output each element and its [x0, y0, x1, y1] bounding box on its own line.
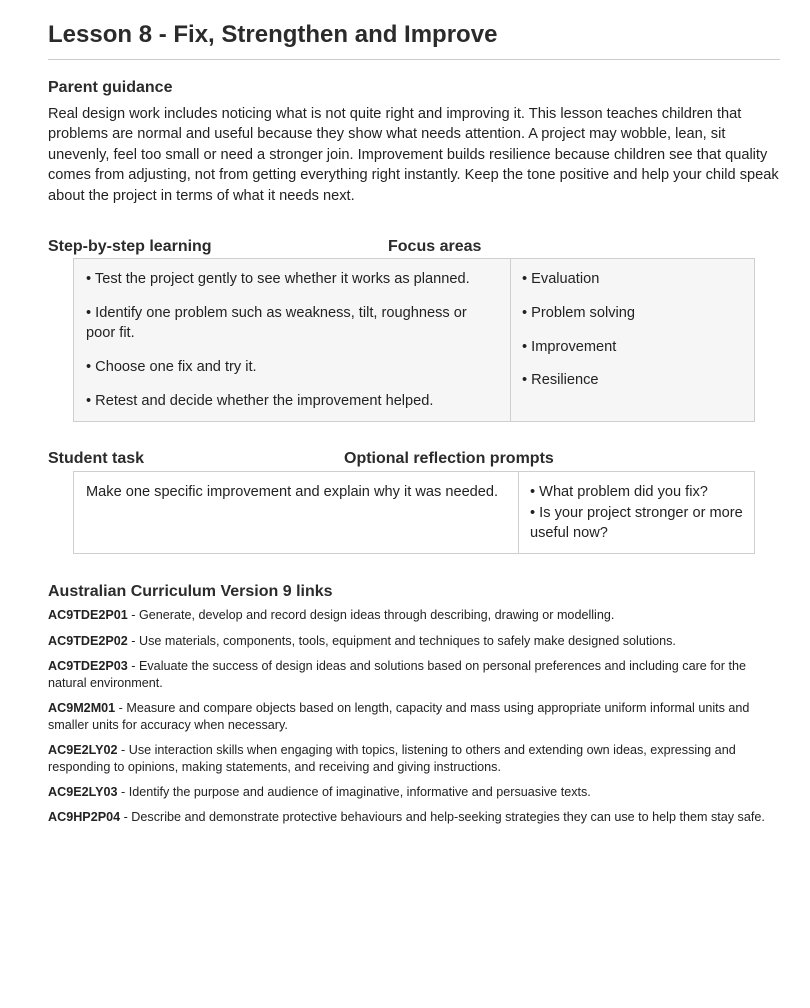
reflection-prompt: • What problem did you fix? — [530, 484, 708, 500]
prompts-column — [519, 472, 754, 553]
step-by-step-heading: Step-by-step learning — [48, 238, 212, 255]
steps-column — [74, 259, 510, 421]
focus-item: • Resilience — [522, 372, 599, 388]
focus-item: • Problem solving — [522, 305, 635, 321]
reflection-prompt: • Is your project stronger or more useful now? — [530, 505, 743, 542]
student-task-heading: Student task — [48, 450, 145, 467]
curriculum-description: - Evaluate the success of design ideas and solutions based on personal preferences and including care for the natural environment. — [48, 659, 746, 690]
focus-column — [511, 259, 754, 421]
parent-guidance-heading: Parent guidance — [48, 79, 173, 96]
curriculum-description: - Identify the purpose and audience of imaginative, informative and persuasive texts. — [117, 785, 591, 799]
curriculum-link — [48, 784, 780, 801]
focus-item: • Improvement — [522, 339, 617, 355]
step-item: • Identify one problem such as weakness, tilt, roughness or poor fit. — [86, 305, 467, 342]
curriculum-code: AC9E2LY02 — [48, 743, 118, 757]
task-column — [74, 472, 518, 553]
curriculum-code: AC9TDE2P02 — [48, 634, 128, 648]
curriculum-code: AC9E2LY03 — [48, 785, 118, 799]
curriculum-description: - Measure and compare objects based on length, capacity and mass using appropriate uniform informal units and smaller units for accuracy when necessary. — [48, 701, 750, 732]
curriculum-link — [48, 658, 780, 692]
curriculum-code: AC9TDE2P01 — [48, 608, 128, 622]
curriculum-description: - Use materials, components, tools, equipment and techniques to safely make designed solutions. — [127, 634, 676, 648]
curriculum-link — [48, 742, 780, 776]
curriculum-code: AC9TDE2P03 — [48, 659, 128, 673]
curriculum-link — [48, 809, 780, 826]
curriculum-link — [48, 607, 780, 624]
step-item: • Test the project gently to see whether it works as planned. — [86, 271, 470, 287]
focus-areas-heading: Focus areas — [388, 238, 482, 255]
curriculum-code: AC9M2M01 — [48, 701, 116, 715]
parent-guidance-text: Real design work includes noticing what is not quite right and improving it. This lesson teaches children that problems are normal and useful because they show what needs attention. A project may wobble, lean, sit unevenly, feel too small or need a stronger join. Improvement builds resilience because children see that quality comes from adjusting, not from getting everything right instantly. Keep the tone positive and help your child speak about the project in terms of what it needs next. — [48, 106, 779, 204]
step-item: • Choose one fix and try it. — [86, 359, 257, 375]
steps-table — [73, 258, 755, 422]
curriculum-link — [48, 700, 780, 734]
curriculum-heading: Australian Curriculum Version 9 links — [48, 583, 333, 600]
step-item: • Retest and decide whether the improvement helped. — [86, 393, 434, 409]
curriculum-description: - Describe and demonstrate protective behaviours and help-seeking strategies they can use to help them stay safe. — [120, 810, 765, 824]
curriculum-code: AC9HP2P04 — [48, 810, 121, 824]
student-task-text: Make one specific improvement and explain why it was needed. — [86, 484, 499, 500]
curriculum-link — [48, 633, 780, 650]
curriculum-description: - Use interaction skills when engaging with topics, listening to others and extending own ideas, expressing and responding to opinions, making statements, and receiving and giving instructions. — [48, 743, 736, 774]
page-title: Lesson 8 - Fix, Strengthen and Improve — [48, 20, 780, 60]
task-table — [73, 471, 755, 554]
focus-item: • Evaluation — [522, 271, 600, 287]
reflection-prompts-heading: Optional reflection prompts — [344, 450, 554, 467]
curriculum-description: - Generate, develop and record design ideas through describing, drawing or modelling. — [127, 608, 615, 622]
